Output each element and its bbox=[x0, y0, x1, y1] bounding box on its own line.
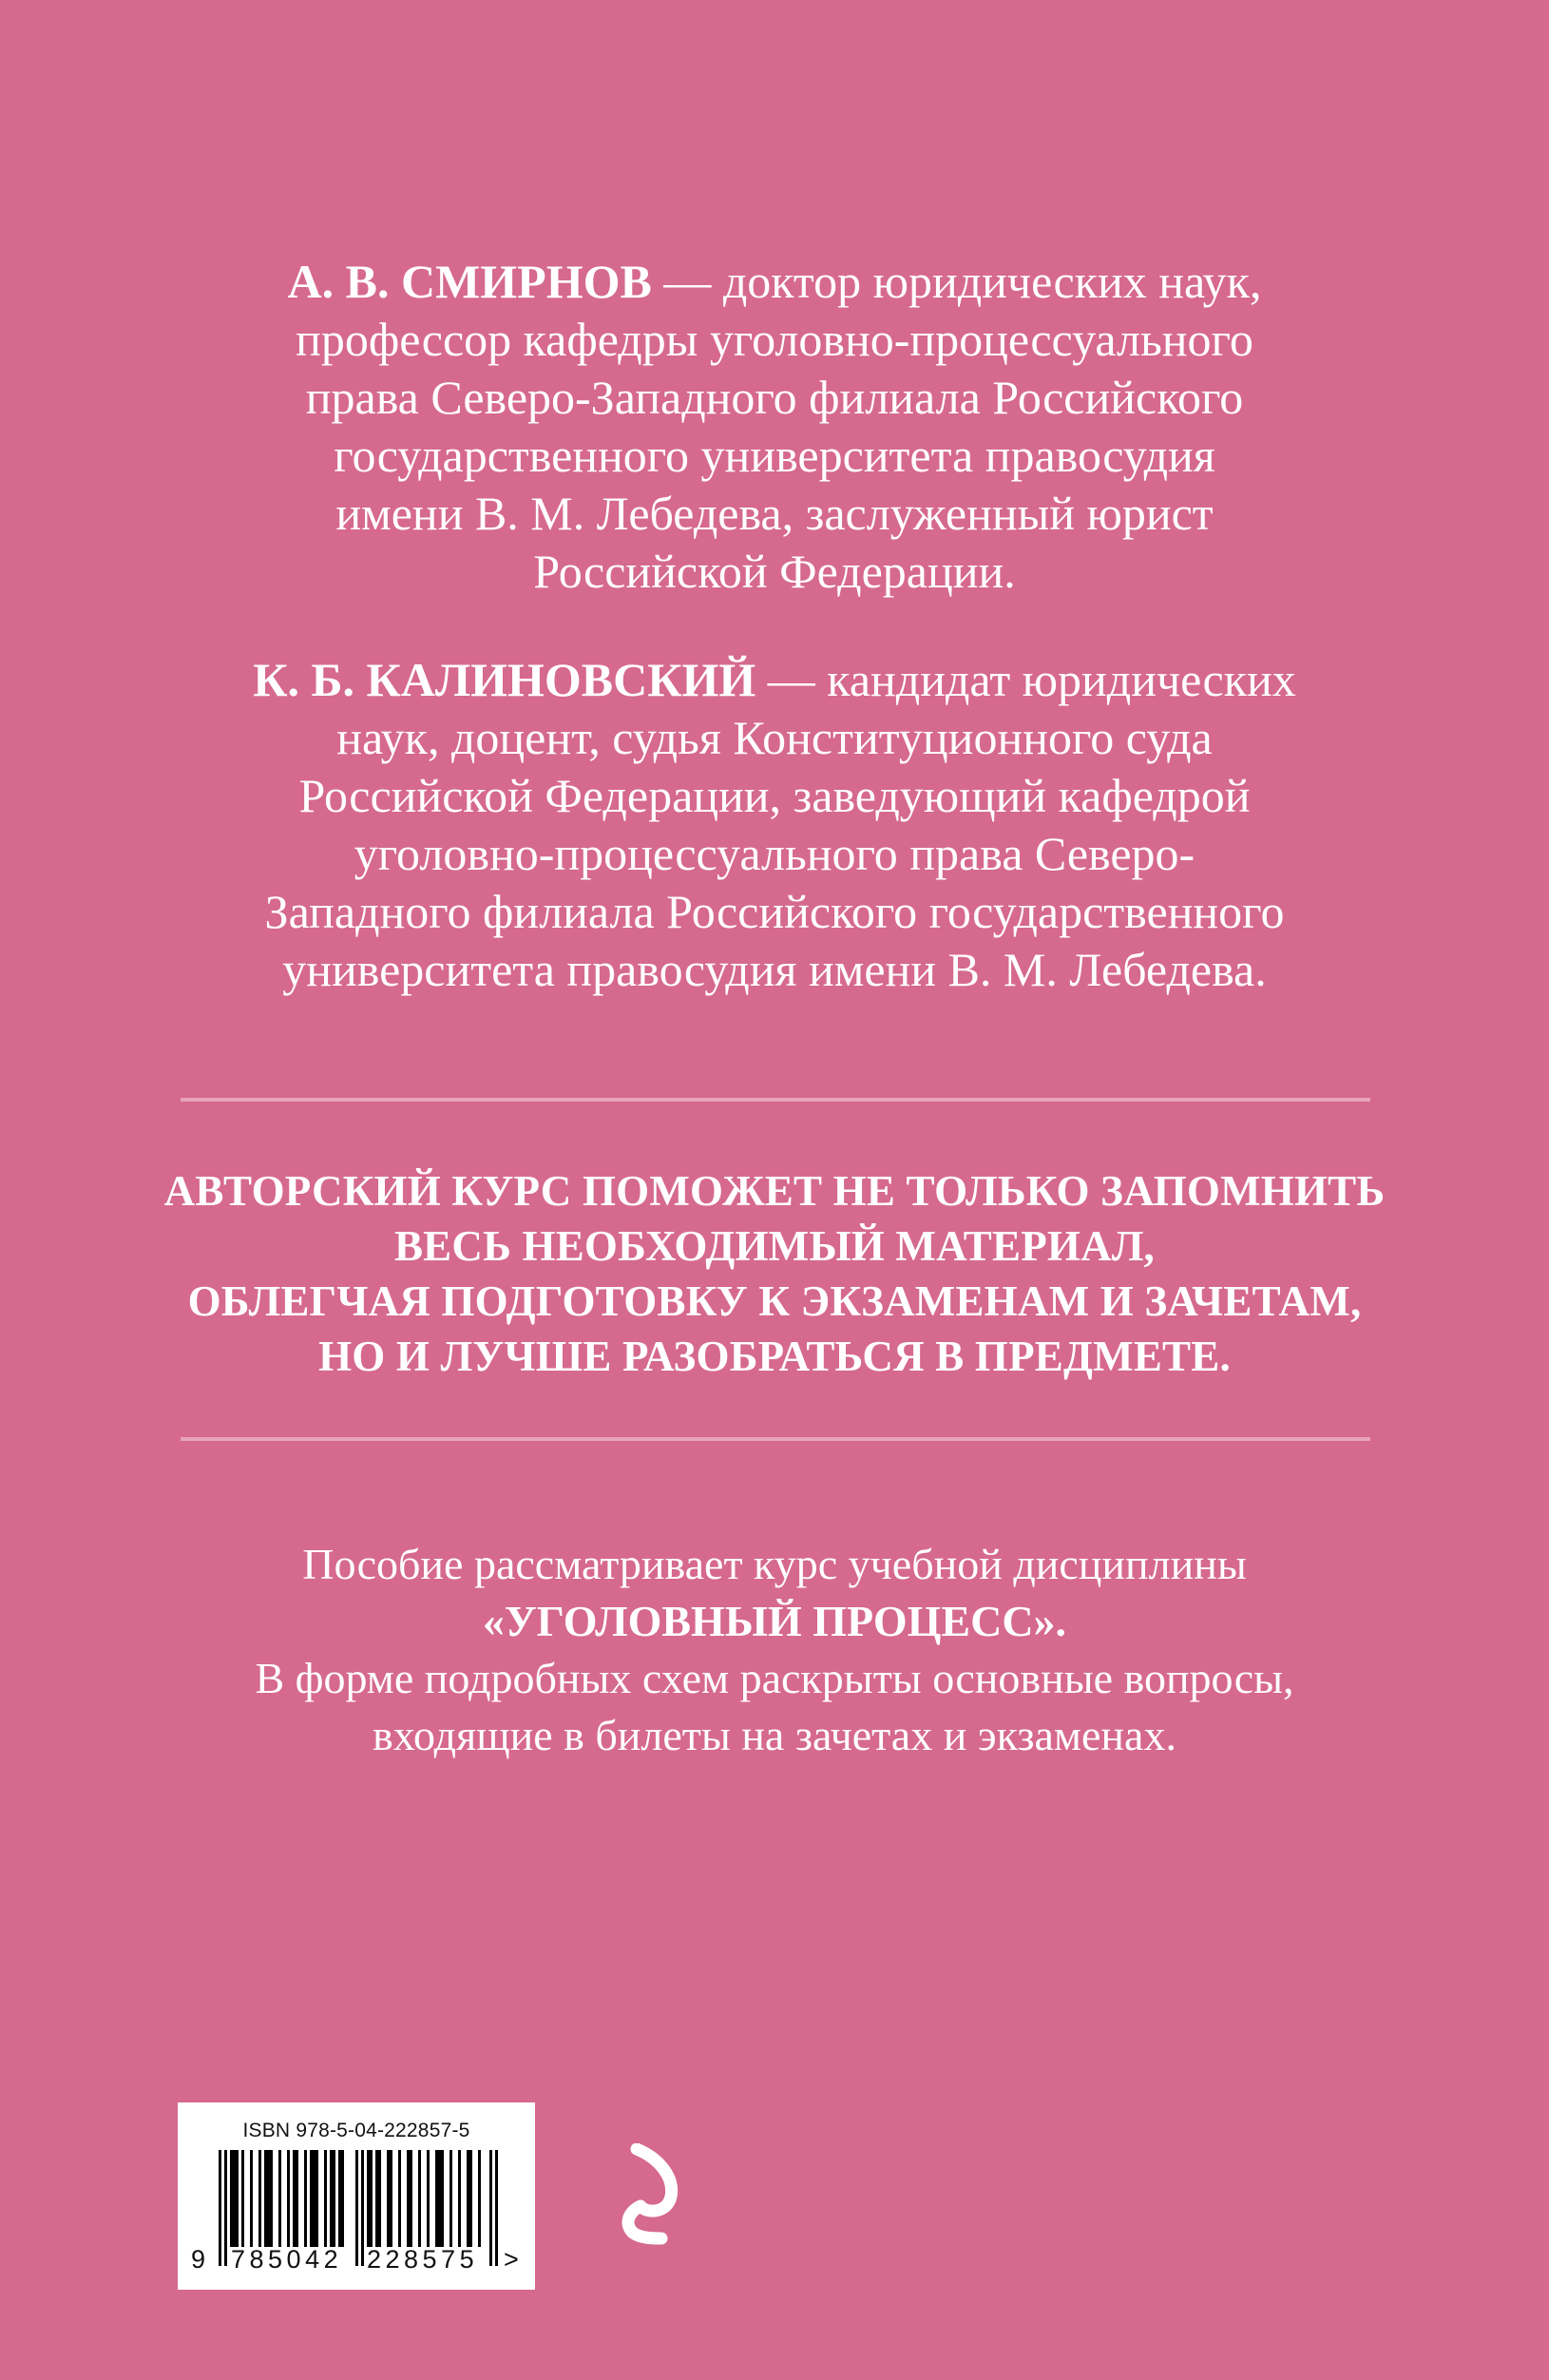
bio-line: государственного университета правосудия bbox=[334, 429, 1215, 482]
isbn-label: ISBN 978-5-04-222857-5 bbox=[242, 2120, 470, 2141]
author-bio-kalinovsky bbox=[0, 651, 1549, 999]
eksmo-logo-icon bbox=[616, 2143, 682, 2246]
description-line: входящие в билеты на зачетах и экзаменах. bbox=[373, 1711, 1176, 1759]
author-bio-smirnov bbox=[0, 253, 1549, 601]
tagline-line: ОБЛЕГЧАЯ ПОДГОТОВКУ К ЭКЗАМЕНАМ И ЗАЧЕТАМ, bbox=[187, 1277, 1362, 1325]
bio-line: наук, доцент, судья Конституционного суда bbox=[336, 711, 1213, 764]
divider-bottom bbox=[181, 1437, 1370, 1441]
bio-line: профессор кафедры уголовно-процессуального bbox=[296, 313, 1253, 366]
ean-left-group: 785042 bbox=[231, 2245, 343, 2274]
course-title: «УГОЛОВНЫЙ ПРОЦЕСС». bbox=[482, 1597, 1067, 1645]
author-name: К. Б. КАЛИНОВСКИЙ bbox=[253, 653, 756, 706]
ean-right-group: 228575 bbox=[367, 2245, 479, 2274]
tagline-line: ВЕСЬ НЕОБХОДИМЫЙ МАТЕРИАЛ, bbox=[393, 1222, 1156, 1270]
bio-line: Российской Федерации. bbox=[533, 545, 1016, 598]
author-name: А. В. СМИРНОВ bbox=[287, 255, 652, 308]
isbn-barcode bbox=[178, 2102, 535, 2290]
book-description bbox=[0, 1536, 1549, 1764]
ean-arrow: > bbox=[504, 2245, 524, 2274]
bio-line: уголовно-процессуального права Северо- bbox=[354, 827, 1195, 880]
bio-line: А. В. СМИРНОВ — доктор юридических наук, bbox=[287, 255, 1262, 308]
bio-line: К. Б. КАЛИНОВСКИЙ — кандидат юридических bbox=[253, 653, 1296, 706]
description-line: Пособие рассматривает курс учебной дисциплины bbox=[302, 1540, 1247, 1588]
tagline-line: НО И ЛУЧШЕ РАЗОБРАТЬСЯ В ПРЕДМЕТЕ. bbox=[318, 1333, 1231, 1380]
bio-line: Российской Федерации, заведующий кафедрой bbox=[298, 769, 1251, 822]
tagline bbox=[0, 1163, 1549, 1384]
bio-line: права Северо-Западного филиала Российского bbox=[305, 371, 1244, 424]
ean-first-digit: 9 bbox=[191, 2245, 210, 2274]
bio-line: имени В. М. Лебедева, заслуженный юрист bbox=[335, 487, 1214, 540]
bio-line: университета правосудия имени В. М. Лебедева. bbox=[282, 943, 1267, 996]
bio-line: Западного филиала Российского государственного bbox=[264, 885, 1285, 938]
divider-top bbox=[181, 1098, 1370, 1102]
tagline-line: АВТОРСКИЙ КУРС ПОМОЖЕТ НЕ ТОЛЬКО ЗАПОМНИТЬ bbox=[163, 1167, 1386, 1215]
description-line: В форме подробных схем раскрыты основные вопросы, bbox=[255, 1654, 1294, 1702]
